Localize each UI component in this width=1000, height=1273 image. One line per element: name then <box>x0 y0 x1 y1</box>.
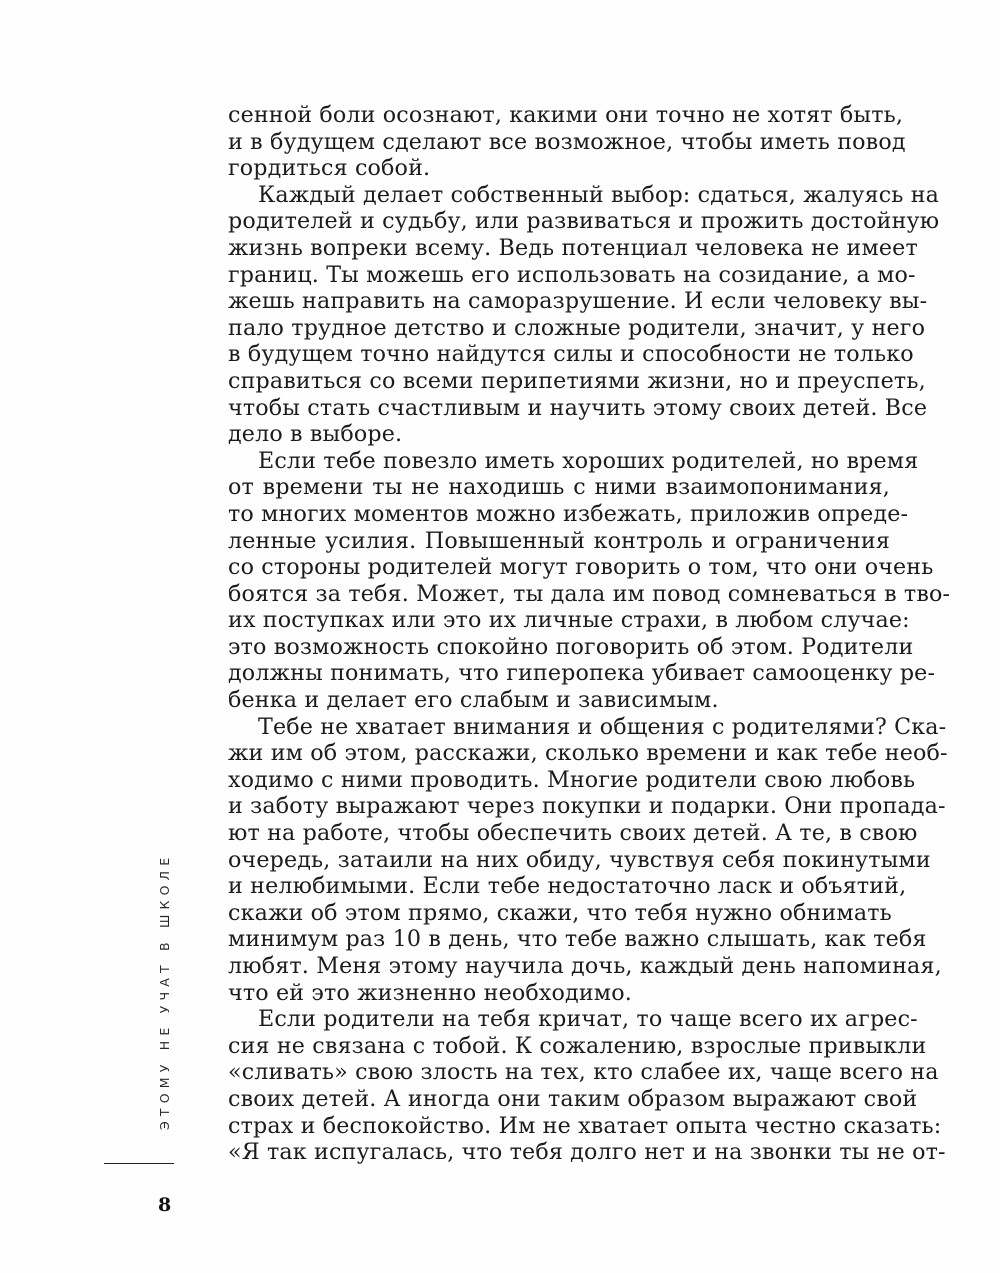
text-line: скажи об этом прямо, скажи, что тебя нужно обнимать <box>228 899 892 926</box>
text-line: родителей и судьбу, или развиваться и прожить достойную <box>228 208 940 235</box>
text-line: чтобы стать счастливым и научить этому своих детей. Все <box>228 394 928 421</box>
text-line: в будущем точно найдутся силы и способности не только <box>228 341 914 368</box>
text-line: сия не связана с тобой. К сожалению, взрослые привыкли <box>228 1032 927 1059</box>
text-line: то многих моментов можно избежать, приложив опреде- <box>228 500 909 527</box>
text-line: это возможность спокойно поговорить об этом. Родители <box>228 633 914 660</box>
text-line: пало трудное детство и сложные родители, значит, у него <box>228 314 926 341</box>
text-line: жизнь вопреки всему. Ведь потенциал человека не имеет <box>228 234 918 261</box>
text-line: «Я так испугалась, что тебя долго нет и на звонки ты не от- <box>228 1139 946 1166</box>
text-line: их поступках или это их личные страхи, в любом случае: <box>228 607 910 634</box>
text-line: Каждый делает собственный выбор: сдаться, жалуясь на <box>258 181 940 208</box>
text-line: боятся за тебя. Может, ты дала им повод сомневаться в тво- <box>228 580 951 607</box>
text-line: что ей это жизненно необходимо. <box>228 979 632 1006</box>
text-line: очередь, затаили на них обиду, чувствуя себя покинутыми <box>228 846 931 873</box>
text-line: Тебе не хватает внимания и общения с родителями? Ска- <box>258 713 947 740</box>
text-line: ленные усилия. Повышенный контроль и ограничения <box>228 527 890 554</box>
text-line: и в будущем сделают все возможное, чтобы иметь повод <box>228 128 906 155</box>
text-line: ют на работе, чтобы обеспечить своих детей. А те, в свою <box>228 820 918 847</box>
text-line: страх и беспокойство. Им не хватает опыта честно сказать: <box>228 1112 942 1139</box>
text-line: Если родители на тебя кричат, то чаще всего их агрес- <box>258 1006 918 1033</box>
body-text <box>228 102 951 1166</box>
text-line: должны понимать, что гиперопека убивает самооценку ре- <box>228 660 936 687</box>
text-line: жешь направить на саморазрушение. И если человеку вы- <box>228 288 928 315</box>
text-line: со стороны родителей могут говорить о том, что они очень <box>228 554 934 581</box>
text-line: и заботу выражают через покупки и подарки. Они пропада- <box>228 793 946 820</box>
text-line: Если тебе повезло иметь хороших родителей, но время <box>258 447 919 474</box>
text-line: минимум раз 10 в день, что тебе важно слышать, как тебя <box>228 926 927 953</box>
text-line: своих детей. А иногда они таким образом выражают свой <box>228 1085 918 1112</box>
text-line: справиться со всеми перипетиями жизни, но и преуспеть, <box>228 367 926 394</box>
text-line: жи им об этом, расскажи, сколько времени и как тебе необ- <box>228 740 948 767</box>
text-line: сенной боли осознают, какими они точно не хотят быть, <box>228 102 904 128</box>
text-line: и нелюбимыми. Если тебе недостаточно ласк и объятий, <box>228 873 907 900</box>
text-line: границ. Ты можешь его использовать на созидание, а мо- <box>228 261 916 288</box>
text-line: от времени ты не находишь с ними взаимопонимания, <box>228 474 890 501</box>
text-line: гордиться собой. <box>228 155 431 182</box>
page-number: 8 <box>158 1194 172 1216</box>
text-line: дело в выборе. <box>228 421 403 448</box>
running-title: ЭТОМУ НЕ УЧАТ В ШКОЛЕ <box>157 852 172 1130</box>
text-line: любят. Меня этому научила дочь, каждый день напоминая, <box>228 953 942 979</box>
text-line: бенка и делает его слабым и зависимым. <box>228 687 719 714</box>
text-line: «сливать» свою злость на тех, кто слабее их, чаще всего на <box>228 1059 939 1086</box>
footer-rule <box>104 1163 174 1164</box>
text-line: ходимо с ними проводить. Многие родители свою любовь <box>228 766 916 793</box>
